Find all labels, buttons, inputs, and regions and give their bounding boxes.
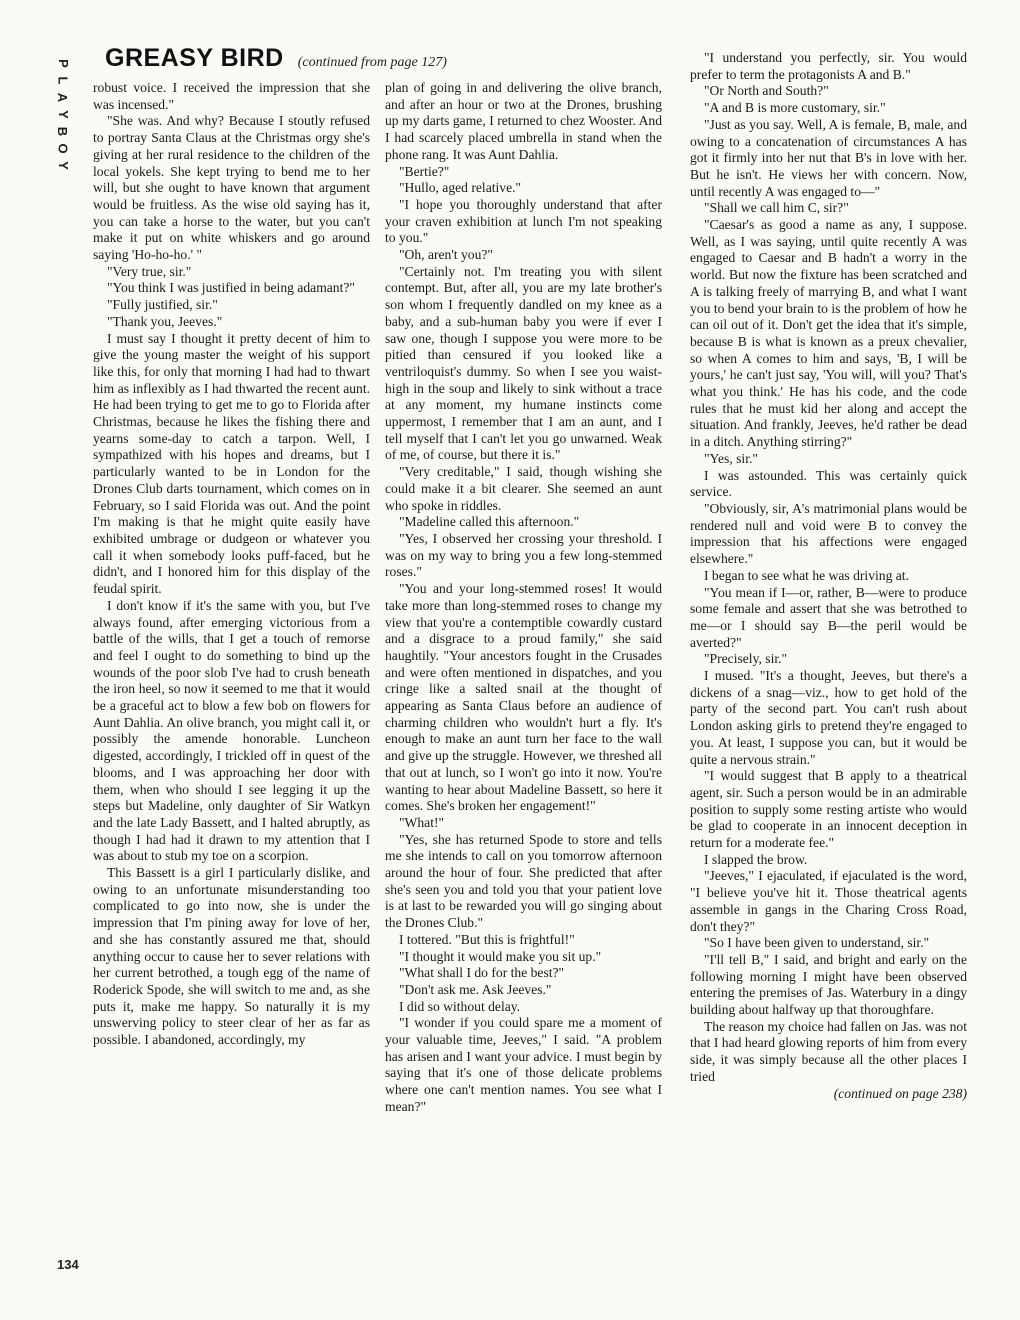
paragraph: "Very true, sir." (107, 263, 192, 279)
paragraph: "I hope you thoroughly understand that after your craven exhibition at lunch I'm not speaking to you." (385, 196, 662, 246)
paragraph: "Jeeves," I ejaculated, if ejaculated is the word, "I believe you've hit it. Those theatrical agents assemble in gangs in the Charing Cross Road, don't they?" (690, 868, 967, 934)
magazine-letter: B (55, 126, 71, 137)
paragraph: "What shall I do for the best?" (399, 965, 565, 981)
paragraph: "So I have been given to understand, sir." (704, 935, 930, 951)
paragraph: I did so without delay. (399, 998, 521, 1014)
paragraph: "Just as you say. Well, A is female, B, male, and owing to a concatenation of circumstances A has got it firmly into her nut that B's in love with her. But he isn't. He views her with concern. Now, until recently A was engaged to—" (690, 116, 967, 199)
paragraph: "Certainly not. I'm treating you with silent contempt. But, after all, you are my late brother's son whom I frequently dandled on my knee as a baby, and a sub-human baby you were if ever I saw one, though I suppose you were more to be pitied than censured if you looked like a ventriloquist's dummy. So when I see you waist-high in the soup and likely to sink without a trace at any moment, my humane instincts come uppermost, I remember that I am an aunt, and I tell myself that I can't let you go unwarned. Weak of me, of course, but there it is." (385, 263, 662, 463)
paragraph: I don't know if it's the same with you, but I've always found, after emerging victorious from a battle of the wills, that I get a touch of remorse and feel I ought to do something to bind up the wounds of the poor slob I've had to crush beneath the iron heel, so now it seemed to me that it would be a graceful act to blow a few bob on flowers for Aunt Dahlia. An olive branch, you might call it, or possibly the amende honorable. Luncheon digested, accordingly, I trickled off in quest of the blooms, and I was approaching her door with them, when who should I see legging it up the steps but Madeline, only daughter of Sir Watkyn and the late Lady Bassett, and I halted abruptly, as though I had had it drawn to my attention that I was about to stub my toe on a scorpion. (93, 597, 370, 864)
paragraph: "Hullo, aged relative." (399, 180, 522, 196)
paragraph: I slapped the brow. (704, 851, 808, 867)
paragraph: "Yes, sir." (704, 450, 758, 466)
continued-on-note: (continued on page 238) (833, 1085, 967, 1101)
paragraph: "I would suggest that B apply to a theatrical agent, sir. Such a person would be in an admirable position to supply some resting artiste who would be glad to cooperate in an innocent deception in return for a moderate fee." (690, 768, 967, 851)
text-column-2 (385, 80, 662, 1116)
paragraph: "Or North and South?" (704, 83, 829, 99)
paragraph: I was astounded. This was certainly quick service. (690, 467, 967, 500)
paragraph: "Bertie?" (399, 163, 450, 179)
paragraph: "What!" (399, 814, 445, 830)
magazine-letter: Y (55, 161, 71, 170)
magazine-letter: A (55, 92, 71, 103)
paragraph: "You mean if I—or, rather, B—were to produce some female and assert that she was betrothed to me—or I should say B—the peril would be averted?" (690, 584, 967, 650)
magazine-letter: O (55, 143, 71, 154)
text-column-3 (690, 50, 967, 1102)
paragraph: "Yes, I observed her crossing your threshold. I was on my way to bring you a few long-stemmed roses." (385, 530, 662, 580)
magazine-letter: Y (55, 110, 71, 119)
paragraph: "You think I was justified in being adamant?" (107, 280, 355, 296)
paragraph: "Caesar's as good a name as any, I suppose. Well, as I was saying, until quite recently A was engaged to Caesar and B hadn't a worry in the world. But now the fixture has been scratched and A is talking freely of marrying B, and what I want you to bend your brain to is the problem of how he can oil out of it. Don't get the idea that it's simple, because B is what is known as a preux chevalier, so when A comes to him and says, 'B, I will be yours,' he can't just say, 'You will, will you? That's what you think.' He has his code, and the code rules that he must kid her along and accept the situation. And frankly, Jeeves, he'd rather be dead in a ditch. Anything stirring?" (690, 217, 967, 450)
magazine-vertical-title (52, 55, 74, 174)
text-column-1 (93, 80, 370, 1049)
paragraph: "I thought it would make you sit up." (399, 948, 602, 964)
paragraph: "Fully justified, sir." (107, 297, 218, 313)
paragraph: "Shall we call him C, sir?" (704, 200, 849, 216)
paragraph: "Obviously, sir, A's matrimonial plans would be rendered null and void were B to convey the impression that his affections were engaged elsewhere." (690, 500, 967, 567)
paragraph: "I'll tell B," I said, and bright and early on the following morning I might have been observed entering the premises of Jas. Waterbury in a dingy building about halfway up that thoroughfare. (690, 951, 967, 1018)
paragraph: "You and your long-stemmed roses! It would take more than long-stemmed roses to change my view that you're a contemptible cowardly custard and a disgrace to a proud family," she said haughtily. "Your ancestors fought in the Crusades and were often mentioned in dispatches, and you cringe like a salted snail at the thought of appearing as Santa Claus before an audience of charming children who wouldn't hurt a fly. It's enough to make an aunt turn her face to the wall and give up the struggle. However, we threshed all that out at lunch, so I won't go into it now. You're wanting to hear about Madeline Bassett, so here it comes. She's broken her engagement!" (385, 581, 662, 814)
paragraph: I began to see what he was driving at. (704, 567, 909, 583)
paragraph: "I wonder if you could spare me a moment of your valuable time, Jeeves," I said. "A problem has arisen and I want your advice. I must begin by saying that it's one of those delicate problems where one can't mention names. You see what I mean?" (385, 1015, 662, 1114)
magazine-letter: L (55, 76, 71, 85)
article-header (105, 44, 447, 78)
paragraph: plan of going in and delivering the olive branch, and after an hour or two at the Drones, brushing up my darts game, I returned to chez Wooster. And I had scarcely placed umbrella in stand when the phone rang. It was Aunt Dahlia. (385, 80, 662, 162)
paragraph: I must say I thought it pretty decent of him to give the young master the weight of his support like this, for only that morning I had had to thwart him as inflexibly as I had thwarted the recent aunt. He had been trying to get me to go to Florida after Christmas, because he likes the fishing there and yearns some-day to catch a tarpon. Well, I sympathized with his hopes and dreams, but I particularly wanted to be in London for the Drones Club darts tournament, which comes on in February, so I said Florida was out. And the point I'm making is that he might quite easily have exhibited umbrage or dudgeon or whatever you call it when somebody looks puff-faced, but he didn't, and I honored him for this display of the feudal spirit. (93, 330, 370, 597)
paragraph: "Yes, she has returned Spode to store and tells me she intends to call on you tomorrow afternoon around the hour of four. She predicted that after she's seen you and told you that your patient love is at last to be rewarded you will go singing about the Drones Club." (385, 831, 662, 931)
paragraph: "Thank you, Jeeves." (107, 313, 223, 329)
paragraph: robust voice. I received the impression that she was incensed." (93, 80, 370, 112)
paragraph: I mused. "It's a thought, Jeeves, but there's a dickens of a snag—viz., how to get hold of the party of the second part. You can't rush about London asking girls to pretend they're engaged to you. At least, I suppose you can, but it would be quite a nervous strain." (690, 668, 967, 767)
page-number: 134 (57, 1257, 79, 1272)
paragraph: "Oh, aren't you?" (399, 247, 493, 263)
magazine-letter: P (55, 59, 71, 68)
continued-from-note: (continued from page 127) (297, 55, 447, 70)
paragraph: "Precisely, sir." (704, 651, 788, 667)
paragraph: "I understand you perfectly, sir. You would prefer to term the protagonists A and B." (690, 50, 967, 82)
paragraph: I tottered. "But this is frightful!" (399, 931, 575, 947)
paragraph: This Bassett is a girl I particularly dislike, and owing to an unfortunate misunderstanding too complicated to go into now, she is under the impression that I'm pining away for love of her, and she has constantly assured me that, should anything occur to cause her to sever relations with her current betrothed, a tough egg of the name of Roderick Spode, she will switch to me and, as she puts it, make me happy. So naturally it is my unswerving policy to steer clear of her as far as possible. I abandoned, accordingly, my (93, 865, 370, 1048)
paragraph: The reason my choice had fallen on Jas. was not that I had heard glowing reports of him from every side, it was simply because all the other places I tried (690, 1018, 967, 1084)
paragraph: "A and B is more customary, sir." (704, 100, 886, 116)
paragraph: "She was. And why? Because I stoutly refused to portray Santa Claus at the Christmas orgy she's giving at her rural residence to the children of the local yokels. She kept trying to bend me to her will, but she ought to have known that argument would be fruitless. As the wise old saying has it, you can take a horse to the water, but you can't make it put on white whiskers and go around saying 'Ho-ho-ho.' " (93, 113, 370, 263)
paragraph: "Don't ask me. Ask Jeeves." (399, 981, 552, 997)
paragraph: "Very creditable," I said, though wishing she could make it a bit clearer. She seemed an aunt who spoke in riddles. (385, 464, 662, 513)
article-title: GREASY BIRD (105, 44, 284, 72)
paragraph: "Madeline called this afternoon." (399, 514, 580, 530)
